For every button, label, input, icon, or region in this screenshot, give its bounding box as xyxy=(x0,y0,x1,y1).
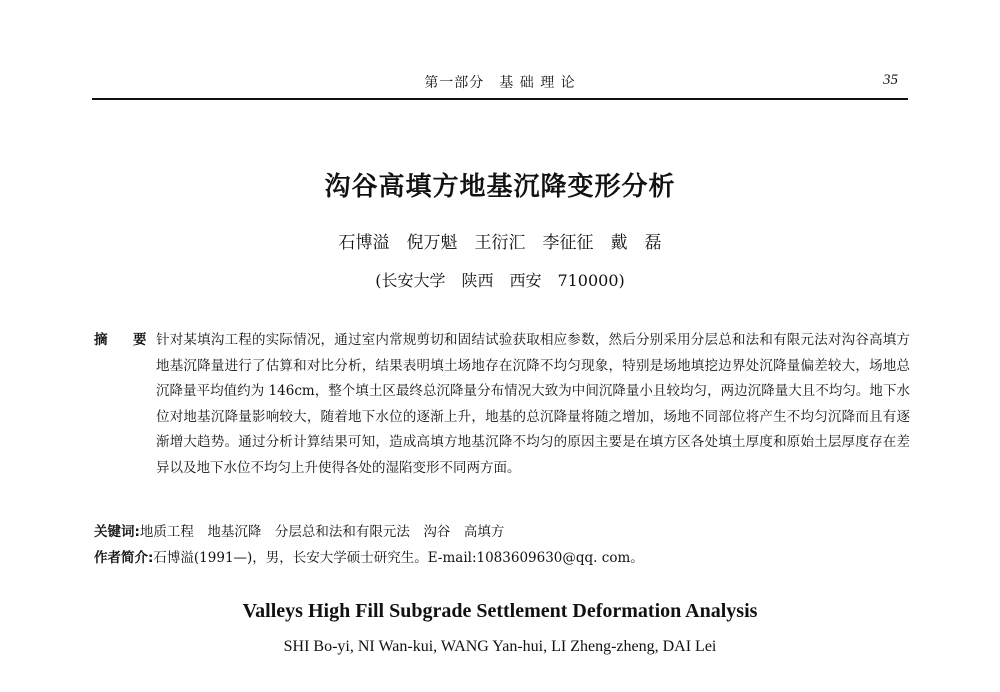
running-head: 第一部分 基 础 理 论 xyxy=(424,75,576,91)
affiliation: (长安大学 陕西 西安 710000) xyxy=(375,271,625,290)
abstract xyxy=(94,328,910,481)
abstract-text: 针对某填沟工程的实际情况，通过室内常规剪切和固结试验获取相应参数，然后分别采用分层总和法和有限元法对沟谷高填方地基沉降量进行了估算和对比分析，结果表明填土场地存在沉降不均匀现象，特别是场地填挖边界处沉降量偏差较大，场地总沉降量平均值约为 146cm，整个填土区最终总沉降量分布情况大致为中间沉降量小且较均匀，两边沉降量大且不均匀。地下水位对地基沉降量影响较大，随着地下水位的逐渐上升，地基的总沉降量将随之增加，场地不同部位将产生不均匀沉降而且有逐渐增大趋势。通过分析计算结果可知，造成高填方地基沉降不均匀的原因主要是在填方区各处填土厚度和原始土层厚度存在差异以及地下水位不均匀上升使得各处的湿陷变形不同两方面。 xyxy=(156,332,910,476)
paper-title: 沟谷高填方地基沉降变形分析 xyxy=(324,172,676,202)
keywords-label: 关键词: xyxy=(94,524,140,540)
english-title: Valleys High Fill Subgrade Settlement Deformation Analysis xyxy=(242,600,758,622)
author-bio xyxy=(94,546,910,566)
abstract-label: 摘 要 xyxy=(94,332,153,348)
keywords xyxy=(94,520,910,540)
author-bio-label: 作者简介: xyxy=(94,550,154,566)
keywords-text: 地质工程 地基沉降 分层总和法和有限元法 沟谷 高填方 xyxy=(139,524,505,540)
page-header xyxy=(92,68,908,96)
header-rule xyxy=(92,98,908,100)
english-authors: SHI Bo-yi, NI Wan-kui, WANG Yan-hui, LI Zheng-zheng, DAI Lei xyxy=(283,638,717,655)
page-number: 35 xyxy=(883,72,898,88)
author-bio-text: 石博溢(1991—)，男，长安大学硕士研究生。E-mail:1083609630@qq. com。 xyxy=(153,550,644,566)
author-list: 石博溢 倪万魁 王衍汇 李征征 戴 磊 xyxy=(338,233,662,253)
